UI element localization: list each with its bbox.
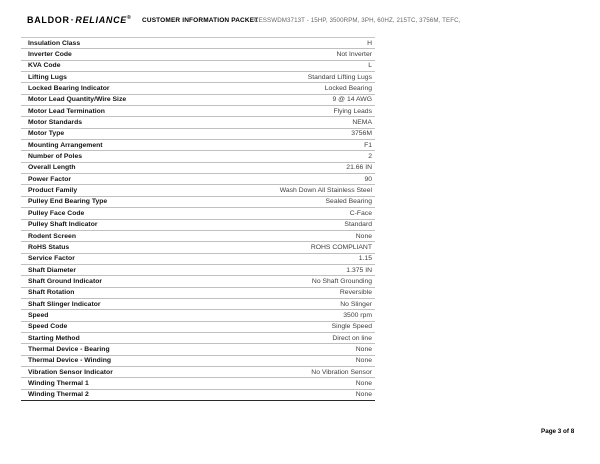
spec-label: Starting Method bbox=[28, 334, 80, 342]
spec-label: Motor Lead Quantity/Wire Size bbox=[28, 96, 127, 104]
product-spec-line: CESSWDM3713T - 15HP, 3500RPM, 3PH, 60HZ, 215TC, 3756M, TEFC, bbox=[254, 17, 461, 24]
spec-value: Direct on line bbox=[332, 334, 372, 342]
spec-value: 2 bbox=[368, 153, 372, 161]
spec-label: Motor Type bbox=[28, 130, 65, 138]
spec-row bbox=[21, 310, 375, 321]
spec-row bbox=[21, 378, 375, 389]
spec-value: Single Speed bbox=[331, 323, 372, 331]
spec-value: 3500 rpm bbox=[343, 311, 372, 319]
spec-label: Winding Thermal 1 bbox=[28, 379, 89, 387]
spec-row bbox=[21, 185, 375, 196]
spec-label: Shaft Slinger Indicator bbox=[28, 300, 101, 308]
spec-label: Motor Lead Termination bbox=[28, 107, 105, 115]
spec-row bbox=[21, 265, 375, 276]
document-header bbox=[0, 0, 600, 30]
spec-row bbox=[21, 174, 375, 185]
spec-value: 90 bbox=[364, 175, 372, 183]
spec-row bbox=[21, 106, 375, 117]
spec-label: Pulley Face Code bbox=[28, 209, 85, 217]
spec-row bbox=[21, 140, 375, 151]
spec-value: 1.375 IN bbox=[346, 266, 372, 274]
spec-label: Pulley End Bearing Type bbox=[28, 198, 108, 206]
spec-label: Winding Thermal 2 bbox=[28, 391, 89, 399]
spec-table bbox=[21, 37, 375, 401]
spec-row bbox=[21, 117, 375, 128]
spec-row bbox=[21, 299, 375, 310]
spec-value: None bbox=[355, 232, 372, 240]
spec-row bbox=[21, 288, 375, 299]
spec-value: Wash Down All Stainless Steel bbox=[279, 187, 372, 195]
spec-label: Power Factor bbox=[28, 175, 72, 183]
spec-label: Vibration Sensor Indicator bbox=[28, 368, 113, 376]
spec-row bbox=[21, 208, 375, 219]
spec-label: Locked Bearing Indicator bbox=[28, 85, 110, 93]
spec-value: F1 bbox=[364, 141, 372, 149]
spec-row bbox=[21, 367, 375, 378]
spec-value: Reversible bbox=[339, 289, 372, 297]
spec-value: None bbox=[355, 379, 372, 387]
logo-dot-separator: · bbox=[70, 15, 75, 25]
spec-label: Number of Poles bbox=[28, 153, 83, 161]
registered-trademark-icon: ® bbox=[127, 15, 131, 21]
spec-label: Thermal Device - Winding bbox=[28, 357, 112, 365]
spec-value: C-Face bbox=[349, 209, 372, 217]
spec-label: Product Family bbox=[28, 187, 78, 195]
spec-value: No Vibration Sensor bbox=[311, 368, 372, 376]
spec-row bbox=[21, 344, 375, 355]
spec-row bbox=[21, 83, 375, 94]
spec-label: Mounting Arrangement bbox=[28, 141, 103, 149]
spec-row bbox=[21, 356, 375, 367]
spec-row bbox=[21, 220, 375, 231]
spec-value: No Slinger bbox=[340, 300, 372, 308]
spec-label: Overall Length bbox=[28, 164, 76, 172]
spec-row bbox=[21, 333, 375, 344]
spec-value: Flying Leads bbox=[333, 107, 372, 115]
spec-label: Shaft Diameter bbox=[28, 266, 76, 274]
spec-row bbox=[21, 197, 375, 208]
spec-value: H bbox=[367, 39, 372, 47]
spec-label: Insulation Class bbox=[28, 39, 81, 47]
spec-row bbox=[21, 95, 375, 106]
spec-value: 21.66 IN bbox=[346, 164, 372, 172]
spec-label: Shaft Rotation bbox=[28, 289, 75, 297]
spec-value: Standard Lifting Lugs bbox=[307, 73, 372, 81]
spec-value: No Shaft Grounding bbox=[311, 277, 372, 285]
spec-label: Thermal Device - Bearing bbox=[28, 345, 110, 353]
spec-value: NEMA bbox=[352, 119, 372, 127]
spec-value: Not Inverter bbox=[336, 51, 372, 59]
spec-value: 9 @ 14 AWG bbox=[332, 96, 372, 104]
spec-row bbox=[21, 322, 375, 333]
spec-value: ROHS COMPLIANT bbox=[310, 243, 372, 251]
spec-label: Inverter Code bbox=[28, 51, 72, 59]
baldor-reliance-logo bbox=[27, 15, 131, 25]
spec-value: Locked Bearing bbox=[324, 85, 372, 93]
spec-value: 3756M bbox=[351, 130, 372, 138]
logo-baldor-text: BALDOR bbox=[27, 15, 70, 25]
spec-label: Shaft Ground Indicator bbox=[28, 277, 103, 285]
spec-row bbox=[21, 129, 375, 140]
spec-value: Standard bbox=[344, 221, 372, 229]
spec-row bbox=[21, 49, 375, 60]
spec-label: Motor Standards bbox=[28, 119, 83, 127]
spec-row bbox=[21, 163, 375, 174]
spec-row bbox=[21, 254, 375, 265]
spec-row bbox=[21, 231, 375, 242]
spec-label: Pulley Shaft Indicator bbox=[28, 221, 98, 229]
spec-label: Speed bbox=[28, 311, 49, 319]
spec-row bbox=[21, 38, 375, 49]
spec-label: KVA Code bbox=[28, 62, 61, 70]
spec-label: RoHS Status bbox=[28, 243, 70, 251]
spec-row bbox=[21, 151, 375, 162]
spec-value: Sealed Bearing bbox=[325, 198, 372, 206]
logo-reliance-text: RELIANCE bbox=[75, 15, 128, 25]
spec-row bbox=[21, 242, 375, 253]
spec-label: Rodent Screen bbox=[28, 232, 76, 240]
spec-label: Service Factor bbox=[28, 255, 75, 263]
spec-row bbox=[21, 390, 375, 401]
spec-value: None bbox=[355, 391, 372, 399]
spec-row bbox=[21, 72, 375, 83]
spec-label: Speed Code bbox=[28, 323, 68, 331]
spec-row bbox=[21, 276, 375, 287]
spec-value: L bbox=[368, 62, 372, 70]
page-number: Page 3 of 8 bbox=[541, 428, 575, 435]
spec-value: None bbox=[355, 357, 372, 365]
spec-row bbox=[21, 61, 375, 72]
spec-label: Lifting Lugs bbox=[28, 73, 67, 81]
spec-value: None bbox=[355, 345, 372, 353]
spec-value: 1.15 bbox=[358, 255, 372, 263]
document-title: CUSTOMER INFORMATION PACKET bbox=[142, 17, 259, 24]
